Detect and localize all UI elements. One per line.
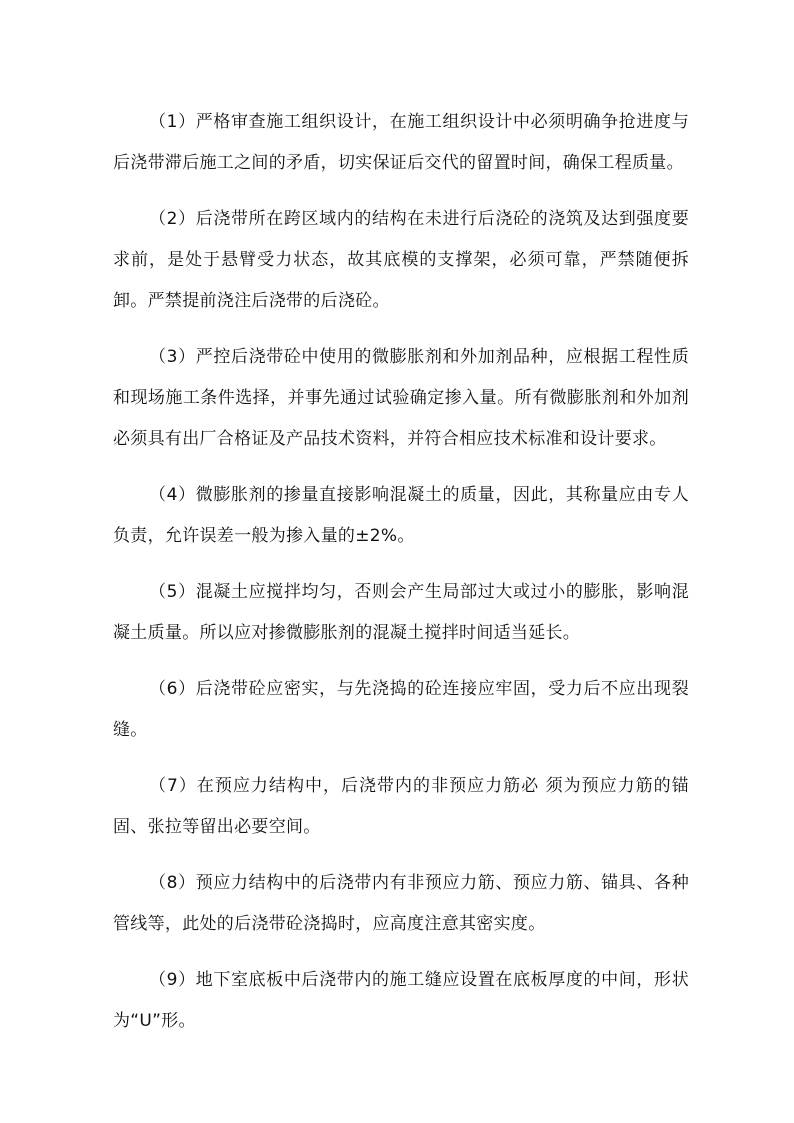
paragraph-5: （5）混凝土应搅拌均匀，否则会产生局部过大或过小的膨胀，影响混凝土质量。所以应对掺微膨胀剂的混凝土搅拌时间适当延长。 <box>113 582 689 643</box>
paragraph-8: （8）预应力结构中的后浇带内有非预应力筋、预应力筋、锚具、各种管线等，此处的后浇带砼浇捣时，应高度注意其密实度。 <box>113 873 689 934</box>
document-body <box>113 102 689 1057</box>
paragraph-3: （3）严控后浇带砼中使用的微膨胀剂和外加剂品种，应根据工程性质和现场施工条件选择，并事先通过试验确定掺入量。所有微膨胀剂和外加剂必须具有出厂合格证及产品技术资料，并符合相应技术标准和设计要求。 <box>113 347 689 449</box>
paragraph-7: （7）在预应力结构中，后浇带内的非预应力筋必 须为预应力筋的锚固、张拉等留出必要空间。 <box>113 776 689 837</box>
paragraph-2: （2）后浇带所在跨区域内的结构在未进行后浇砼的浇筑及达到强度要求前，是处于悬臂受力状态，故其底模的支撑架，必须可靠，严禁随便拆卸。严禁提前浇注后浇带的后浇砼。 <box>113 209 689 311</box>
paragraph-9: （9）地下室底板中后浇带内的施工缝应设置在底板厚度的中间，形状为“U”形。 <box>113 970 689 1031</box>
paragraph-4: （4）微膨胀剂的掺量直接影响混凝土的质量，因此，其称量应由专人负责，允许误差一般为掺入量的±2%。 <box>113 485 689 546</box>
paragraph-6: （6）后浇带砼应密实，与先浇捣的砼连接应牢固，受力后不应出现裂缝。 <box>113 679 689 740</box>
paragraph-1: （1）严格审查施工组织设计，在施工组织设计中必须明确争抢进度与后浇带滞后施工之间的矛盾，切实保证后交代的留置时间，确保工程质量。 <box>113 112 689 173</box>
